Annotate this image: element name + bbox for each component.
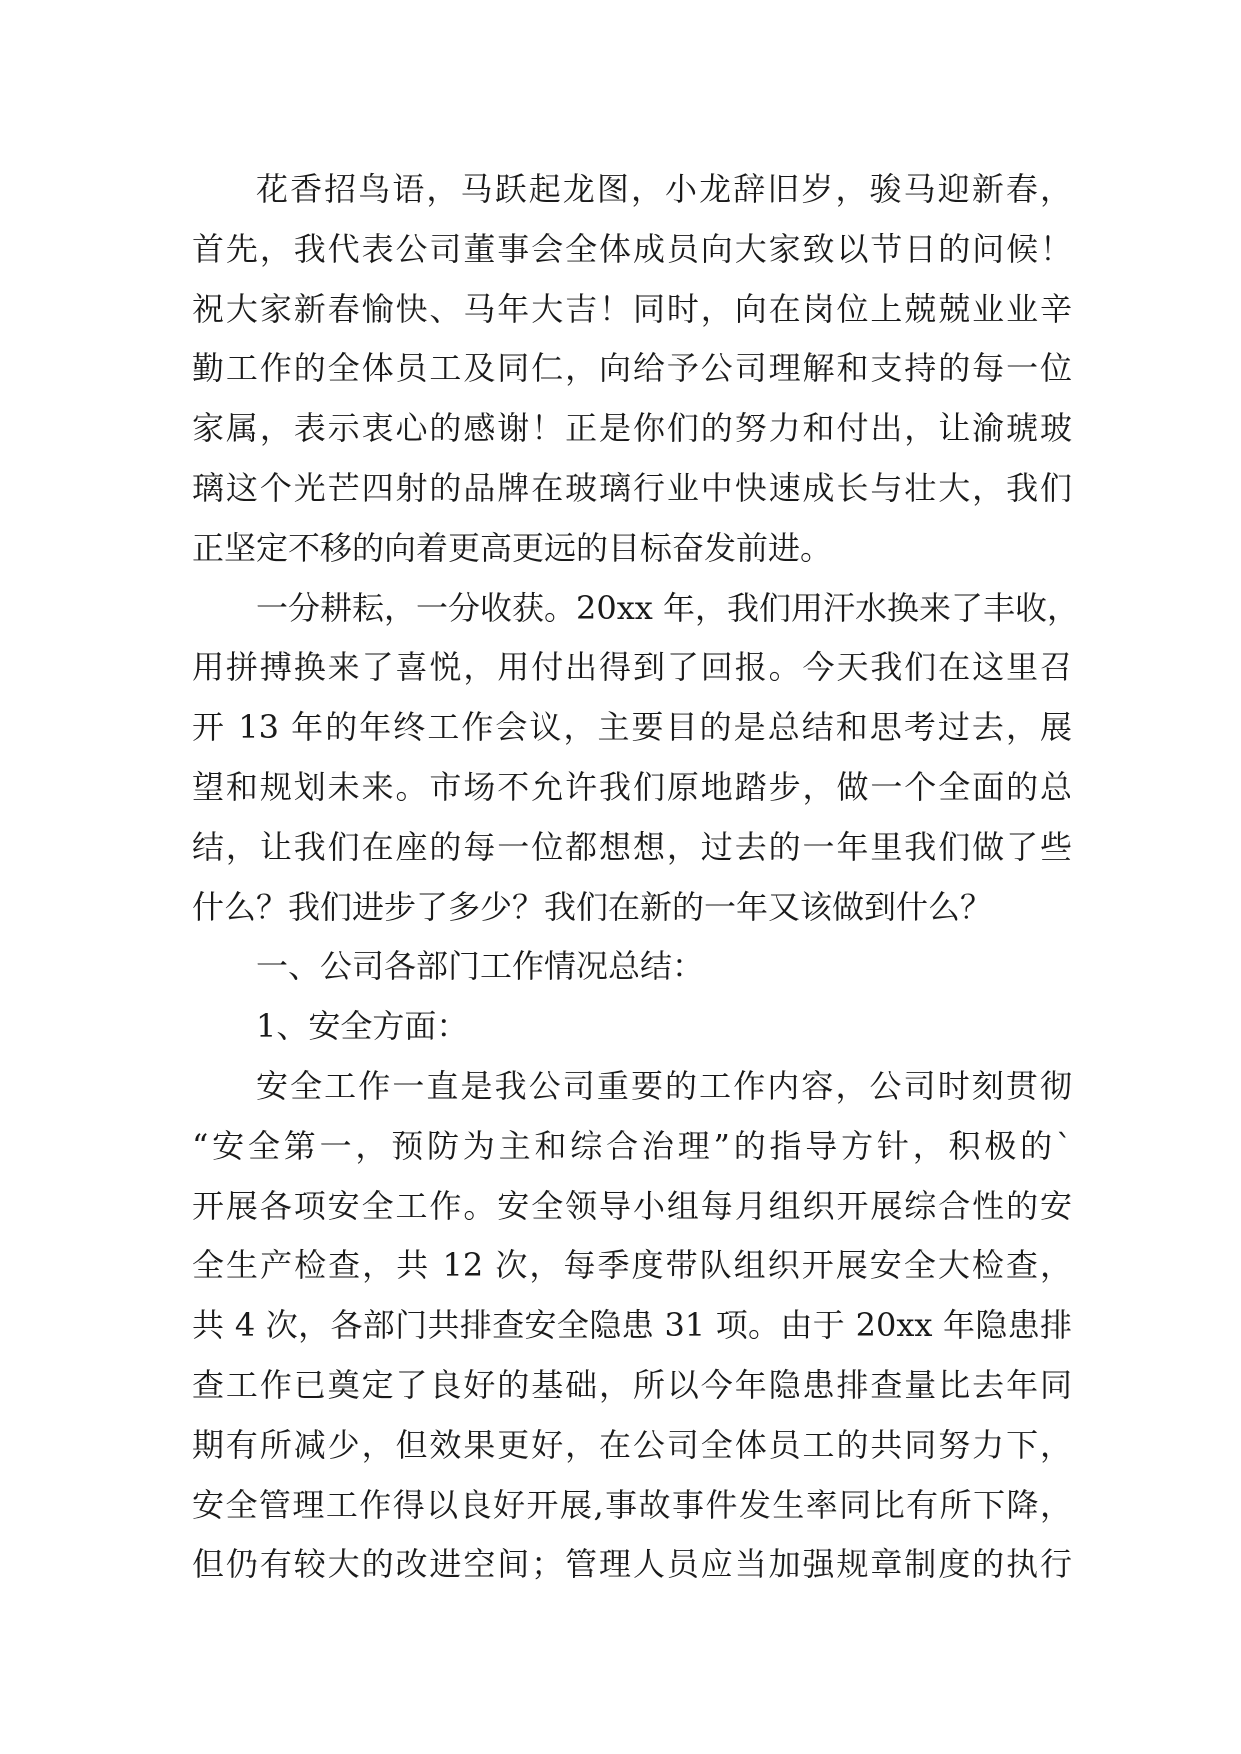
paragraph-line: 一分耕耘，一分收获。20xx 年，我们用汗水换来了丰收，: [256, 588, 1079, 627]
paragraph-line: 祝大家新春愉快、马年大吉！同时，向在岗位上兢兢业业辛: [192, 289, 1072, 328]
paragraph-line: 用拼搏换来了喜悦，用付出得到了回报。今天我们在这里召: [192, 648, 1072, 687]
paragraph-line: 首先，我代表公司董事会全体成员向大家致以节日的问候！: [192, 229, 1072, 268]
section-heading: 一、公司各部门工作情况总结：: [256, 947, 705, 986]
paragraph-line: 璃这个光芒四射的品牌在玻璃行业中快速成长与壮大，我们: [192, 468, 1072, 507]
paragraph-line: 开展各项安全工作。安全领导小组每月组织开展综合性的安: [192, 1186, 1072, 1225]
paragraph-line: 但仍有较大的改进空间；管理人员应当加强规章制度的执行: [192, 1545, 1072, 1584]
paragraph-line: 正坚定不移的向着更高更远的目标奋发前进。: [192, 528, 833, 567]
paragraph-line: 结，让我们在座的每一位都想想，过去的一年里我们做了些: [192, 827, 1072, 866]
paragraph-line: “安全第一，预防为主和综合治理”的指导方针，积极的`: [192, 1126, 1072, 1165]
subsection-heading: 1、安全方面：: [256, 1007, 469, 1046]
paragraph-line: 望和规划未来。市场不允许我们原地踏步，做一个全面的总: [192, 767, 1072, 806]
paragraph-line: 安全管理工作得以良好开展,事故事件发生率同比有所下降，: [192, 1485, 1072, 1524]
paragraph-line: 什么？我们进步了多少？我们在新的一年又该做到什么？: [192, 887, 993, 926]
paragraph-line: 全生产检查，共 12 次，每季度带队组织开展安全大检查，: [192, 1246, 1072, 1285]
paragraph-line: 共 4 次，各部门共排查安全隐患 31 项。由于 20xx 年隐患排: [192, 1306, 1072, 1345]
paragraph-line: 花香招鸟语，马跃起龙图，小龙辞旧岁，骏马迎新春，: [256, 170, 1072, 208]
document-body: [192, 160, 1079, 1595]
paragraph-line: 家属，表示衷心的感谢！正是你们的努力和付出，让渝琥玻: [192, 409, 1072, 448]
paragraph-line: 查工作已奠定了良好的基础，所以今年隐患排查量比去年同: [192, 1365, 1072, 1404]
paragraph-line: 勤工作的全体员工及同仁，向给予公司理解和支持的每一位: [192, 349, 1072, 388]
paragraph-line: 期有所减少，但效果更好，在公司全体员工的共同努力下，: [192, 1425, 1072, 1464]
paragraph-line: 安全工作一直是我公司重要的工作内容，公司时刻贯彻: [256, 1066, 1072, 1105]
paragraph-line: 开 13 年的年终工作会议，主要目的是总结和思考过去，展: [192, 708, 1072, 747]
